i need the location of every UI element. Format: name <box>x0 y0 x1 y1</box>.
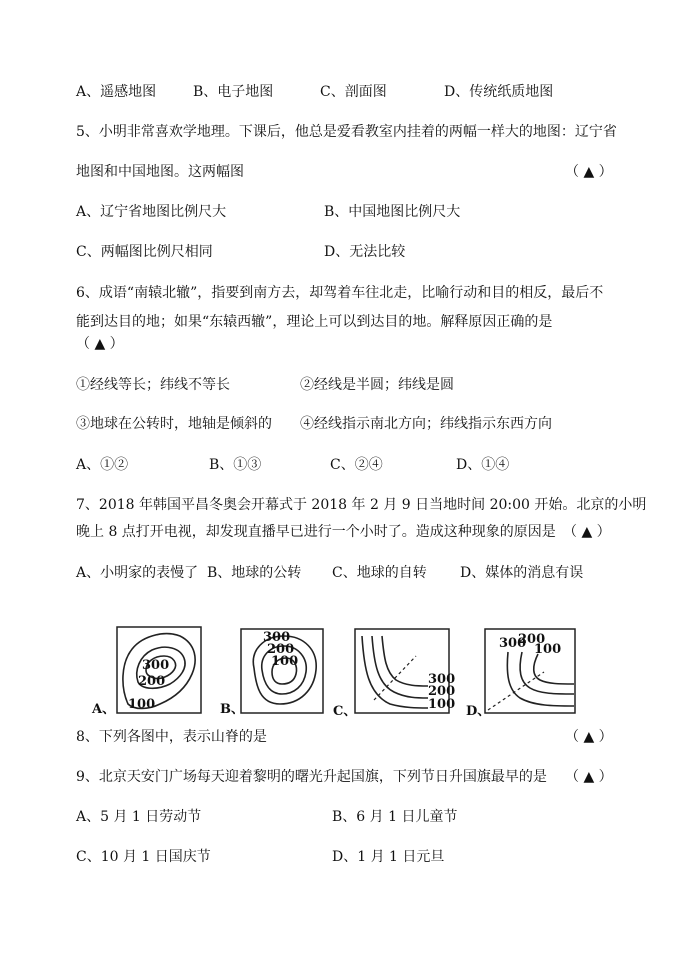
q4-option-b: B、电子地图 <box>193 84 274 100</box>
contour-value: 300 <box>428 672 456 687</box>
q5-option-d: D、无法比较 <box>324 244 406 260</box>
q8-stem: 8、下列各图中，表示山脊的是 <box>76 729 267 745</box>
q4-option-c: C、剖面图 <box>320 84 387 100</box>
q7-answer-mark: （ ▲ ） <box>563 524 611 540</box>
contour-value: 300 <box>499 636 527 651</box>
q9-option-b: B、6 月 1 日儿童节 <box>332 809 458 825</box>
contour-line-100 <box>534 654 574 684</box>
q7-stem-line1: 7、2018 年韩国平昌冬奥会开幕式于 2018 年 2 月 9 日当地时间 20:00 开始。北京的小明 <box>76 497 647 513</box>
contour-value: 300 <box>263 630 291 645</box>
contour-line-200 <box>372 636 428 698</box>
q9-option-a: A、5 月 1 日劳动节 <box>76 809 202 825</box>
q6-stem-line2: 能到达目的地；如果“东辕西辙”，理论上可以到达目的地。解释原因正确的是 <box>76 314 553 330</box>
q4-option-a: A、遥感地图 <box>76 84 157 100</box>
q5-option-b: B、中国地图比例尺大 <box>324 204 461 220</box>
q6-option-d: D、①④ <box>456 457 510 473</box>
map-label: A、 <box>92 702 116 717</box>
q6-statement-1: ①经线等长；纬线不等长 <box>76 377 230 393</box>
q4-option-d: D、传统纸质地图 <box>444 84 554 100</box>
contour-value: 100 <box>428 697 456 712</box>
q5-stem-line2: 地图和中国地图。这两幅图 <box>76 164 244 180</box>
map-label: B、 <box>220 702 244 717</box>
contour-value: 100 <box>271 654 299 669</box>
map-label: C、 <box>333 704 357 719</box>
q5-option-c: C、两幅图比例尺相同 <box>76 244 213 260</box>
contour-value: 100 <box>534 642 562 657</box>
q7-stem-line2: 晚上 8 点打开电视，却发现直播早已进行一个小时了。造成这种现象的原因是 <box>76 524 556 540</box>
map-label: D、 <box>466 704 491 719</box>
q7-option-a: A、小明家的表慢了 <box>76 565 199 581</box>
q5-option-a: A、辽宁省地图比例尺大 <box>76 204 227 220</box>
q5-answer-mark: （ ▲ ） <box>565 164 613 180</box>
contour-value: 100 <box>128 697 156 712</box>
q6-option-a: A、①② <box>76 457 129 473</box>
q9-option-d: D、1 月 1 日元旦 <box>332 849 445 865</box>
contour-value: 200 <box>138 674 166 689</box>
contour-value: 200 <box>428 684 456 699</box>
q6-statement-4: ④经线指示南北方向；纬线指示东西方向 <box>300 416 552 432</box>
q6-stem-line1: 6、成语“南辕北辙”，指要到南方去，却驾着车往北走，比喻行动和目的相反，最后不 <box>76 285 604 301</box>
q9-answer-mark: （ ▲ ） <box>565 769 613 785</box>
q6-option-c: C、②④ <box>330 457 383 473</box>
contour-line-300 <box>382 636 428 686</box>
contour-line-200 <box>520 652 574 694</box>
q6-option-b: B、①③ <box>209 457 262 473</box>
q8-answer-mark: （ ▲ ） <box>565 729 613 745</box>
q6-statement-3: ③地球在公转时，地轴是倾斜的 <box>76 416 272 432</box>
q9-option-c: C、10 月 1 日国庆节 <box>76 849 211 865</box>
q7-option-b: B、地球的公转 <box>207 565 302 581</box>
q5-stem-line1: 5、小明非常喜欢学地理。下课后，他总是爱看教室内挂着的两幅一样大的地图：辽宁省 <box>76 124 617 140</box>
contour-value: 300 <box>142 658 170 673</box>
contour-line-300 <box>507 652 574 706</box>
contour-value: 200 <box>518 632 546 647</box>
q6-statement-2: ②经线是半圆；纬线是圆 <box>300 377 454 393</box>
q6-answer-mark: （ ▲ ） <box>76 336 124 352</box>
contour-value: 200 <box>267 642 295 657</box>
q9-stem: 9、北京天安门广场每天迎着黎明的曙光升起国旗，下列节日升国旗最早的是 <box>76 769 547 785</box>
q7-option-d: D、媒体的消息有误 <box>460 565 584 581</box>
q7-option-c: C、地球的自转 <box>332 565 427 581</box>
